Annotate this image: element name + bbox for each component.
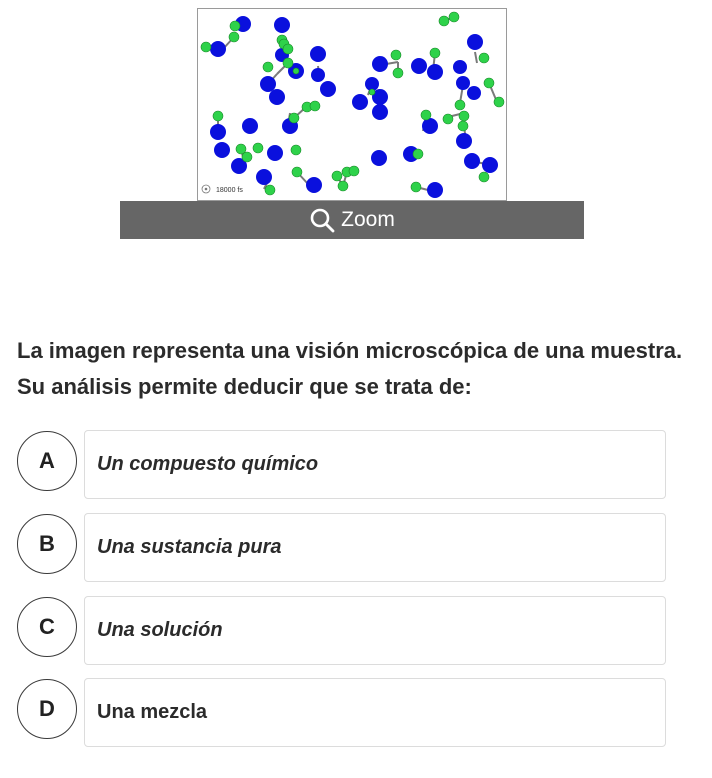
option-b[interactable] bbox=[17, 514, 667, 584]
option-letter-b[interactable]: B bbox=[17, 514, 77, 574]
option-letter-c[interactable]: C bbox=[17, 597, 77, 657]
option-c[interactable] bbox=[17, 597, 667, 667]
scale-indicator bbox=[202, 185, 243, 194]
magnifier-icon bbox=[309, 207, 335, 233]
zoom-label: Zoom bbox=[341, 208, 395, 231]
option-d[interactable] bbox=[17, 679, 667, 749]
question-text: La imagen representa una visión microscópica de una muestra. Su análisis permite deducir que se trata de: bbox=[17, 338, 683, 399]
option-letter-a[interactable]: A bbox=[17, 431, 77, 491]
option-text-b[interactable]: Una sustancia pura bbox=[84, 513, 666, 582]
zoom-button[interactable] bbox=[120, 201, 584, 239]
option-text-d[interactable]: Una mezcla bbox=[84, 678, 666, 747]
molecule-illustration bbox=[198, 9, 506, 200]
molecule-figure bbox=[197, 8, 507, 201]
option-letter-d[interactable]: D bbox=[17, 679, 77, 739]
option-text-a[interactable]: Un compuesto químico bbox=[84, 430, 666, 499]
molecule-bonds bbox=[206, 18, 497, 191]
option-a[interactable] bbox=[17, 431, 667, 501]
scale-label: 18000 fs bbox=[216, 187, 243, 194]
option-text-c[interactable]: Una solución bbox=[84, 596, 666, 665]
